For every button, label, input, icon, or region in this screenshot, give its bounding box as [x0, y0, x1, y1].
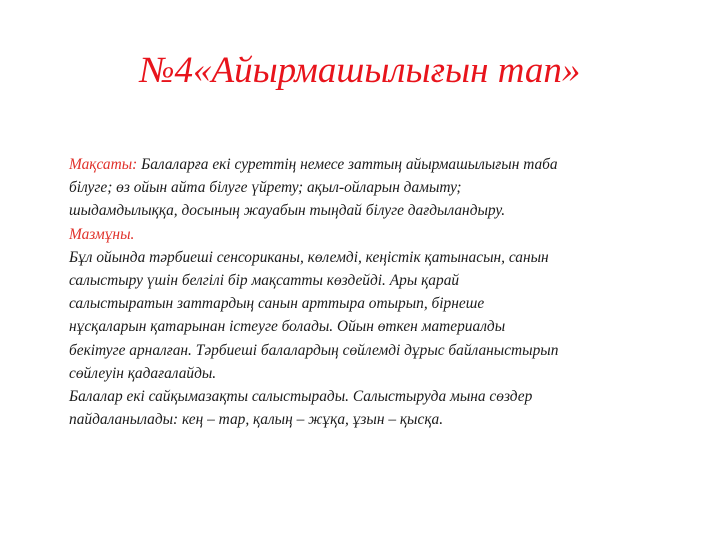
content-line-3: салыстыратын заттардың санын арттыра отырып, бірнеше: [69, 295, 485, 313]
slide-body: [69, 153, 709, 431]
content-line-4: нұсқаларын қатарынан істеуге болады. Ойын өткен материалды: [69, 318, 506, 336]
goal-line-1: [69, 153, 709, 176]
goal-text-1: Балаларға екі суреттің немесе заттың айырмашылығын таба: [137, 156, 558, 173]
content-line-5: бекітуге арналған. Тәрбиеші балалардың сөйлемді дұрыс байланыстырып: [69, 341, 559, 359]
slide-title: №4«Айырмашылығын тап»: [139, 50, 581, 91]
content-line-8: пайдаланылады: кең – тар, қалың – жұқа, ұзын – қысқа.: [69, 411, 444, 429]
content-line-2: салыстыру үшін белгілі бір мақсатты көздейді. Ары қарай: [69, 272, 460, 290]
content-label: Мазмұны.: [69, 225, 135, 243]
goal-line-3: шыдамдылыққа, досының жауабын тыңдай білуге дағдыландыру.: [69, 202, 506, 220]
content-line-7: Балалар екі сайқымазақты салыстырады. Салыстыруда мына сөздер: [69, 388, 533, 406]
goal-label: Мақсаты:: [69, 156, 138, 173]
content-line-6: сөйлеуін қадағалайды.: [69, 364, 217, 382]
content-line-1: Бұл ойында тәрбиеші сенсориканы, көлемді, кеңістік қатынасын, санын: [69, 248, 549, 266]
goal-line-2: білуге; өз ойын айта білуге үйрету; ақыл-ойларын дамыту;: [69, 179, 462, 197]
